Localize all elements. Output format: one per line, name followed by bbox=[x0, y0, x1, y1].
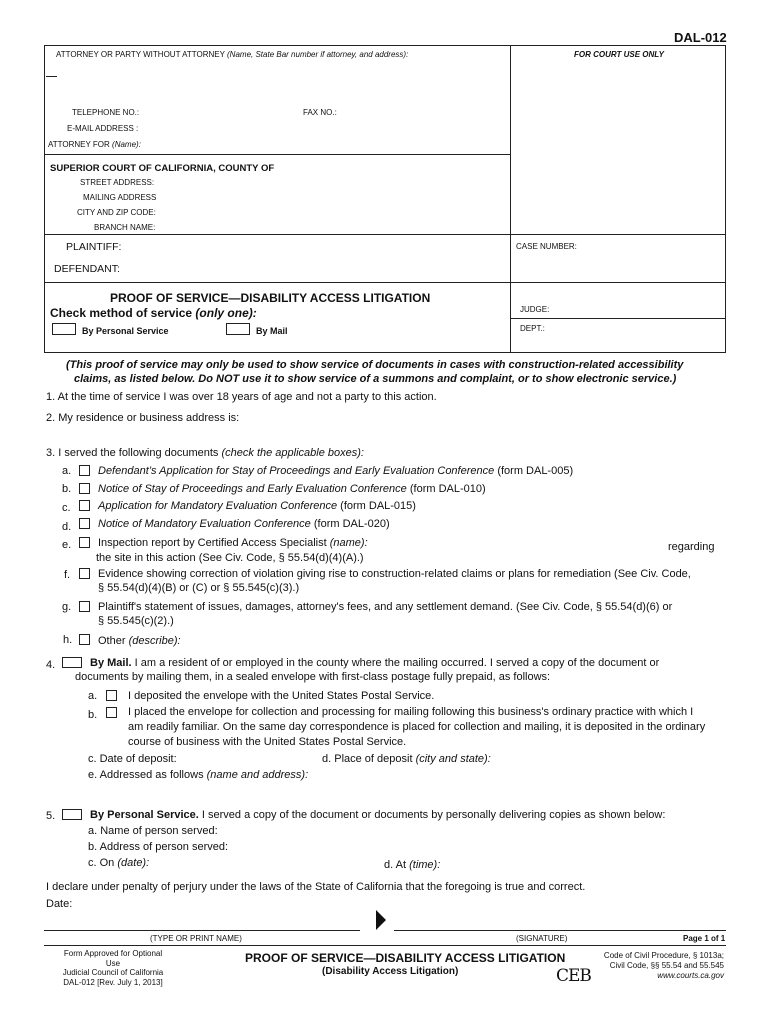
court-section-divider bbox=[44, 234, 726, 235]
item-4-line-2: documents by mailing them, in a sealed envelope with first-class postage fully prepaid, as follows: bbox=[75, 671, 551, 683]
mailing-address-label[interactable]: MAILING ADDRESS bbox=[83, 193, 157, 202]
item-3h-letter: h. bbox=[63, 634, 73, 646]
item-3b-checkbox[interactable] bbox=[79, 483, 90, 494]
item-3g-checkbox[interactable] bbox=[79, 601, 90, 612]
branch-name-label[interactable]: BRANCH NAME: bbox=[94, 223, 156, 232]
header-bottom-border bbox=[44, 352, 726, 353]
item-2: 2. My residence or business address is: bbox=[46, 412, 240, 424]
mail-b-letter: b. bbox=[88, 709, 98, 721]
item-3g-line-2: § 55.545(c)(2).) bbox=[98, 615, 174, 627]
item-3f-checkbox[interactable] bbox=[79, 568, 90, 579]
page-indicator: Page 1 of 1 bbox=[683, 934, 726, 943]
personal-name-served[interactable]: a. Name of person served: bbox=[88, 825, 218, 837]
header-right-border bbox=[725, 45, 726, 353]
item-3b-text: Notice of Stay of Proceedings and Early Evaluation Conference (form DAL-010) bbox=[98, 483, 486, 495]
mail-place-of-deposit[interactable]: d. Place of deposit (city and state): bbox=[322, 753, 491, 765]
item-3h-text: Other (describe): bbox=[98, 635, 181, 647]
item-3c-checkbox[interactable] bbox=[79, 500, 90, 511]
item-3e-regarding: regarding bbox=[668, 541, 715, 553]
mail-date-of-deposit[interactable]: c. Date of deposit: bbox=[88, 753, 177, 765]
case-number-label[interactable]: CASE NUMBER: bbox=[516, 242, 577, 251]
item-3f-line-1: Evidence showing correction of violation giving rise to construction-related claims or plans for remediation (See Civ. Code, bbox=[98, 568, 691, 580]
item-3d-letter: d. bbox=[62, 521, 72, 533]
header-column-divider bbox=[510, 45, 511, 353]
personal-address-served[interactable]: b. Address of person served: bbox=[88, 841, 229, 853]
attorney-section-divider bbox=[44, 154, 510, 155]
attorney-for-label[interactable]: ATTORNEY FOR (Name): bbox=[48, 140, 141, 149]
item-3a-text: Defendant’s Application for Stay of Proceedings and Early Evaluation Conference (form DAL-005) bbox=[98, 465, 574, 477]
signature-line[interactable] bbox=[394, 930, 726, 931]
footer-title: PROOF OF SERVICE—DISABILITY ACCESS LITIGATION bbox=[245, 951, 566, 965]
item-3c-letter: c. bbox=[62, 502, 71, 514]
personal-date-served[interactable]: c. On (date): bbox=[88, 857, 150, 869]
dept-label[interactable]: DEPT.: bbox=[520, 324, 545, 333]
personal-service-method-checkbox[interactable] bbox=[52, 323, 76, 335]
mail-b-checkbox[interactable] bbox=[106, 707, 117, 718]
item-3a-letter: a. bbox=[62, 465, 72, 477]
defendant-label[interactable]: DEFENDANT: bbox=[54, 263, 120, 275]
item-3c-text: Application for Mandatory Evaluation Conference (form DAL-015) bbox=[98, 500, 416, 512]
item-3a-checkbox[interactable] bbox=[79, 465, 90, 476]
item-3: 3. I served the following documents (check the applicable boxes): bbox=[46, 447, 364, 459]
personal-service-method-label: By Personal Service bbox=[82, 326, 169, 336]
mail-a-checkbox[interactable] bbox=[106, 690, 117, 701]
mail-a-letter: a. bbox=[88, 690, 98, 702]
fax-label[interactable]: FAX NO.: bbox=[303, 108, 337, 117]
item-3e-line-2: the site in this action (See Civ. Code, § 55.54(d)(4)(A).) bbox=[96, 552, 364, 564]
item-3h-checkbox[interactable] bbox=[79, 634, 90, 645]
item-3b-letter: b. bbox=[62, 483, 72, 495]
email-label[interactable]: E-MAIL ADDRESS : bbox=[67, 124, 139, 133]
street-address-label[interactable]: STREET ADDRESS: bbox=[80, 178, 155, 187]
mail-b-line-2: am readily familiar. On the same day correspondence is placed for collection and mailing, it is deposited in the ordinary bbox=[128, 721, 706, 733]
city-zip-label[interactable]: CITY AND ZIP CODE: bbox=[77, 208, 156, 217]
check-method-label: Check method of service (only one): bbox=[50, 306, 257, 320]
header-top-border bbox=[44, 45, 726, 46]
ceb-logo: CEB bbox=[556, 966, 591, 986]
item-4-number: 4. bbox=[46, 659, 56, 671]
declaration: I declare under penalty of perjury under the laws of the State of California that the foregoing is true and correct. bbox=[46, 881, 586, 893]
item-3g-line-1: Plaintiff's statement of issues, damages, attorney's fees, and any settlement demand. (See Civ. Code, § 55.54(d)(6) or bbox=[98, 601, 673, 613]
footer-top-border bbox=[44, 945, 726, 946]
item-1: 1. At the time of service I was over 18 years of age and not a party to this action. bbox=[46, 391, 437, 403]
mail-method-label: By Mail bbox=[256, 326, 288, 336]
print-name-line[interactable] bbox=[44, 930, 360, 931]
mail-b-line-3: course of business with the United States Postal Service. bbox=[128, 736, 407, 748]
form-title: PROOF OF SERVICE—DISABILITY ACCESS LITIGATION bbox=[110, 291, 431, 305]
item-5-number: 5. bbox=[46, 810, 56, 822]
judge-label[interactable]: JUDGE: bbox=[520, 305, 550, 314]
parties-section-divider bbox=[44, 282, 726, 283]
footer-subtitle: (Disability Access Litigation) bbox=[322, 966, 459, 977]
header-left-border bbox=[44, 45, 45, 353]
attorney-name-tick bbox=[46, 76, 57, 77]
judge-dept-divider bbox=[510, 318, 726, 319]
by-mail-checkbox[interactable] bbox=[62, 657, 82, 668]
personal-time-served[interactable]: d. At (time): bbox=[384, 859, 441, 871]
signature-arrow-icon bbox=[376, 910, 386, 930]
mail-addressed-as-follows[interactable]: e. Addressed as follows (name and address): bbox=[88, 769, 309, 781]
attorney-label: ATTORNEY OR PARTY WITHOUT ATTORNEY (Name, State Bar number if attorney, and address): bbox=[56, 50, 409, 59]
footer-approval: Form Approved for Optional Use Judicial Council of California DAL-012 [Rev. July 1, 2013] bbox=[62, 949, 164, 987]
item-3e-letter: e. bbox=[62, 539, 72, 551]
telephone-label[interactable]: TELEPHONE NO.: bbox=[72, 108, 140, 117]
court-title: SUPERIOR COURT OF CALIFORNIA, COUNTY OF bbox=[50, 163, 275, 174]
court-use-label: FOR COURT USE ONLY bbox=[574, 50, 664, 59]
item-3e-text: Inspection report by Certified Access Specialist (name): bbox=[98, 537, 368, 549]
item-3g-letter: g. bbox=[62, 601, 72, 613]
plaintiff-label[interactable]: PLAINTIFF: bbox=[66, 241, 122, 253]
mail-b-line-1: I placed the envelope for collection and processing for mailing following this business's ordinary practice with which I bbox=[128, 706, 694, 718]
item-3d-text: Notice of Mandatory Evaluation Conference (form DAL-020) bbox=[98, 518, 390, 530]
item-5-line-1: By Personal Service. I served a copy of the document or documents by personally delivering copies as shown below: bbox=[90, 809, 666, 821]
item-4-line-1: By Mail. I am a resident of or employed in the county where the mailing occurred. I served a copy of the document or bbox=[90, 657, 660, 669]
notice-line-1: (This proof of service may only be used to show service of documents in cases with construction-related accessibility bbox=[66, 359, 684, 371]
item-3f-line-2: § 55.54(d)(4)(B) or (C) or § 55.545(c)(3).) bbox=[98, 582, 300, 594]
date-label[interactable]: Date: bbox=[46, 898, 73, 910]
item-3e-checkbox[interactable] bbox=[79, 537, 90, 548]
item-3d-checkbox[interactable] bbox=[79, 518, 90, 529]
mail-method-checkbox[interactable] bbox=[226, 323, 250, 335]
notice-line-2: claims, as listed below. Do NOT use it to show service of a summons and complaint, or to show electronic service.) bbox=[74, 373, 677, 385]
signature-caption: (SIGNATURE) bbox=[516, 934, 568, 943]
by-personal-service-checkbox[interactable] bbox=[62, 809, 82, 820]
type-print-name-caption: (TYPE OR PRINT NAME) bbox=[150, 934, 242, 943]
footer-code-references: Code of Civil Procedure, § 1013a; Civil Code, §§ 55.54 and 55.545 www.courts.ca.gov bbox=[603, 951, 724, 980]
item-3f-letter: f. bbox=[64, 569, 71, 581]
mail-a-text: I deposited the envelope with the United States Postal Service. bbox=[128, 690, 435, 702]
form-number: DAL-012 bbox=[674, 30, 727, 45]
